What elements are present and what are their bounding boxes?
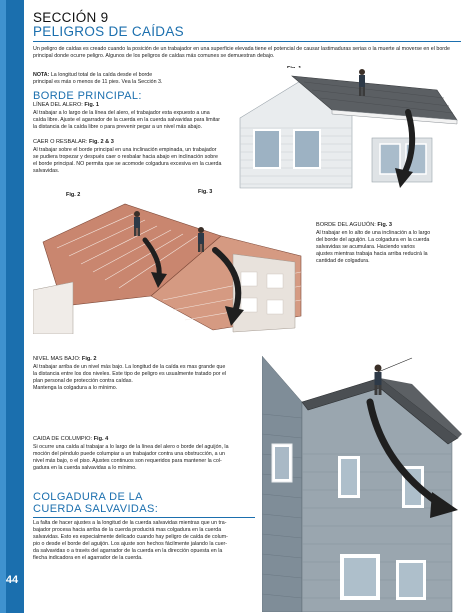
alero-paragraph [33,110,233,131]
intro-paragraph [33,46,463,60]
resbalar-line: salvavidas. [33,168,60,174]
aguijon-line: cantidad de colgadura. [316,258,370,264]
fig4-illustration [262,354,468,612]
nivel-line: Al trabajar arriba de un nivel más bajo. La longitud de la caída es mas grande que [33,364,226,370]
fig2-3-illustration [33,200,308,334]
intro-line: principal donde ocurre peligro. Algunos de los peligros de caídas más comunes se demuestran debajo. [33,53,275,59]
nivel-line: Mantenga la colgadura a lo mínimo. [33,385,118,391]
nivel-paragraph [33,364,255,392]
aguijon-line: ajustes mientras trabaja hacia arriba reducirá la [316,251,428,257]
page-title: PELIGROS DE CAÍDAS [33,24,184,39]
columpio-line: moción del péndulo puede columpiar a un trabajador contra una obstrucción, a un [33,451,225,457]
aguijon-paragraph [316,230,466,265]
colgadura-line: da salvavidas o a través del agarrador de la cuerda en la dirección opuesta en la [33,548,223,554]
colgadura-line: bajador procesa hacia arriba de la cuerda producirá mas colgadura en la cuerda [33,527,222,533]
columpio-paragraph [33,444,255,472]
columpio-title-text: CAIDA DE COLUMPIO: [33,436,94,442]
colgadura-paragraph [33,520,255,562]
alero-line: Al trabajar a lo largo de la línea del alero, el trabajador esta expuesto a una [33,110,210,116]
aguijon-line: Al trabajar en lo alto de una inclinación a lo largo [316,230,431,236]
resbalar-title [33,139,114,146]
intro-line: Un peligro de caídas es creado cuando la posición de un trabajador en una superficie elevada tiene el potencial de causar lastimaduras serias o la muerte al moverse en el borde [33,46,450,52]
page-number: 44 [5,574,19,586]
resbalar-line: se pudiera tropezar y después caer o resbalar hacia abajo en inclinación sobre [33,154,218,160]
columpio-fig-ref: Fig. 4 [93,436,109,442]
nivel-line: la distancia entre los dos niveles. Este tipo de peligro es usualmente tratado por el [33,371,227,377]
aguijon-title-text: BORDE DEL AGUIJÓN: [316,222,378,228]
resbalar-paragraph [33,147,233,175]
fig1-illustration [232,68,462,190]
note-line: principal es más o menos de 11 pies. Vea la Sección 3. [33,79,163,85]
colgadura-line: salvavidas. Esto es especialmente delicado cuando hay peligro de caída de colum- [33,534,228,540]
colgadura-line: pio o desde el borde del aguijón. Los ajuste son hechos fácilmente jalando la cuer- [33,541,228,547]
columpio-line: gadura en la cuerda salvavidas a lo mínimo. [33,465,137,471]
note-label: NOTA: [33,72,50,78]
fig2-label: Fig. 2 [66,192,81,198]
colgadura-heading [33,491,158,515]
colgadura-line: La falta de hacer ajustes a la longitud de la cuerda salvavidas mientras que un tra- [33,520,227,526]
nivel-fig-ref: Fig. 2 [81,356,97,362]
colgadura-rule [33,517,255,518]
borde-principal-heading: BORDE PRINCIPAL: [33,90,142,102]
alero-line: caída libre. Ajuste el agarrador de la cuerda en la cuerda salvavidas para limitar [33,117,220,123]
note-line: La longitud total de la caída desde el borde [49,72,153,78]
header-rule [33,41,461,42]
nivel-title-text: NIVEL MAS BAJO: [33,356,82,362]
resbalar-title-text: CAER O RESBALAR: [33,139,89,145]
fig3-label: Fig. 3 [198,189,213,195]
columpio-title [33,436,108,443]
columpio-line: Si ocurre una caída al trabajar a lo largo de la línea del alero o borde del aguijón, la [33,444,229,450]
resbalar-line: Al trabajar sobre el borde principal en una inclinación empinada, un trabajador [33,147,217,153]
note-paragraph [33,72,233,86]
colgadura-line: flecha indicadora en el agarrador de la cuerda. [33,555,143,561]
columpio-line: nivel más bajo, o el piso. Ajustes continuos son requeridos para mantener la col- [33,458,222,464]
aguijon-line: del borde del aguijón. La colgadura en la cuerda [316,237,430,243]
nivel-line: plan personal de protección contra caídas. [33,378,133,384]
colgadura-heading-line: CUERDA SALVAVIDAS: [33,503,159,515]
alero-title [33,102,99,109]
resbalar-fig-ref: Fig. 2 & 3 [88,139,114,145]
alero-title-text: LÍNEA DEL ALERO: [33,102,85,108]
colgadura-heading-line: COLGADURA DE LA [33,491,143,503]
aguijon-fig-ref: Fig. 3 [377,222,392,228]
aguijon-line: salvavidas se acumulara. Haciendo varios [316,244,415,250]
alero-fig-ref: Fig. 1 [84,102,100,108]
nivel-title [33,356,97,363]
resbalar-line: el borde principal. NO permita que se acomode colgadura excesiva en la cuerda [33,161,222,167]
alero-line: la distancia de la caída libre o para prevenir pegar a un nivel más abajo. [33,124,203,130]
sidebar-highlight [0,0,6,613]
aguijon-title [316,222,392,229]
section-label: SECCIÓN 9 [33,10,109,25]
